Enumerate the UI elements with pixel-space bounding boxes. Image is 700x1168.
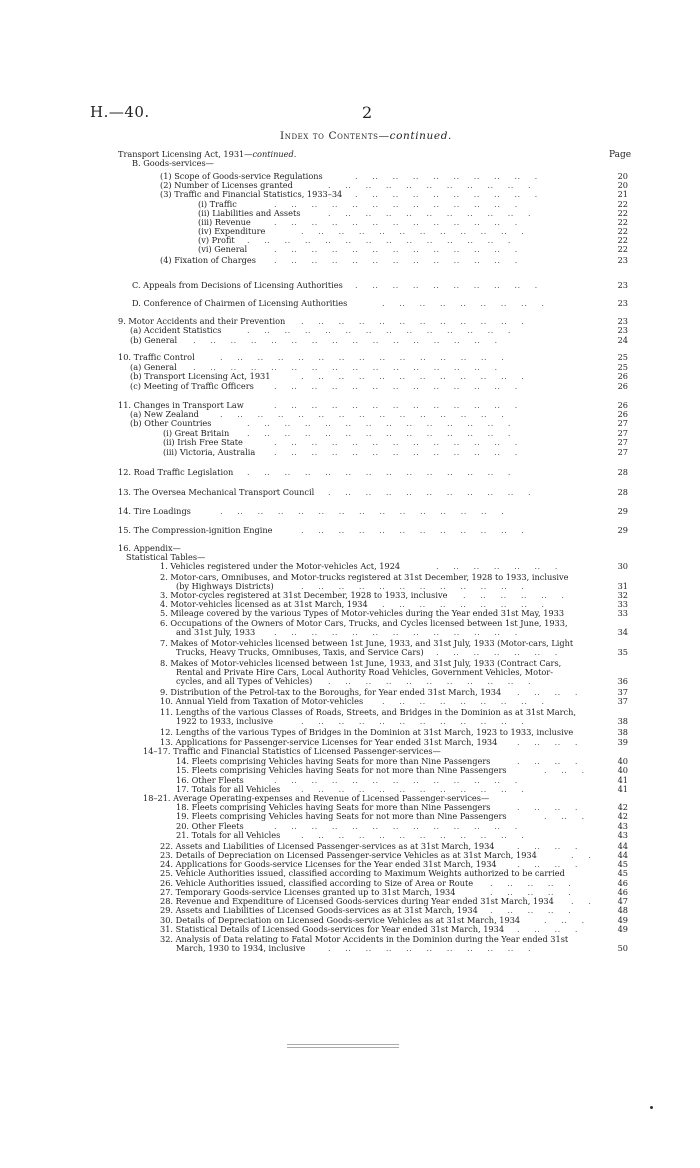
index-entry (0, 486, 700, 498)
entry-title: (iv) Expenditure (198, 226, 266, 236)
entry-title: (b) General (130, 335, 178, 345)
entry-title: (ii) Liabilities and Assets (198, 208, 301, 218)
entry-page-number: 22 (617, 208, 628, 218)
entry-title: B. Goods-services— (132, 158, 214, 168)
dot-leader: . .. .. .. .. .. .. .. .. .. .. .. .. . (247, 235, 512, 245)
dot-leader: . .. .. .. .. .. .. .. .. .. .. .. .. .. . (220, 409, 505, 419)
report-code: H.—40. (90, 103, 150, 121)
dot-leader: . .. .. .. .. .. .. .. .. .. .. . (301, 716, 525, 726)
entry-title: 11. Lengths of the various Classes of Roads, Streets, and Bridges in the Dominion as at 31st March, (160, 707, 576, 717)
entry-page-number: 47 (617, 896, 628, 906)
entry-title: 24. Applications for Goods-service Licenses for the Year ended 31st March, 1934 (160, 859, 497, 869)
dot-leader: . .. .. .. .. .. .. .. .. .. .. .. .. .. . (220, 506, 505, 516)
dot-leader: . .. . (544, 915, 585, 925)
entry-title: 3. Motor-cycles registered at 31st December, 1928 to 1933, inclusive (160, 590, 448, 600)
dot-leader: . .. .. . (517, 687, 578, 697)
entry-title: 15. The Compression-ignition Engine (118, 525, 273, 535)
index-entry (0, 942, 700, 954)
entry-page-number: 46 (617, 878, 628, 888)
dot-leader: . .. .. .. .. . (463, 590, 565, 600)
dot-leader: . .. .. .. .. .. .. .. .. .. .. .. .. . (247, 325, 512, 335)
entry-page-number: 21 (617, 189, 628, 199)
dot-leader: . .. .. . (517, 859, 578, 869)
index-title (280, 130, 452, 142)
dot-leader: . .. .. .. .. .. .. .. .. .. .. .. . (274, 255, 518, 265)
entry-page-number: 30 (617, 561, 628, 571)
entry-page-number: 27 (617, 437, 628, 447)
entry-title: (a) New Zealand (130, 409, 199, 419)
entry-title: (a) General (130, 362, 177, 372)
dot-leader: . .. .. .. .. .. .. .. .. .. .. .. . (274, 217, 518, 227)
dot-leader: . .. .. .. .. .. .. .. .. .. .. . (301, 830, 525, 840)
dot-leader: . .. .. .. .. .. .. .. .. .. .. . (301, 371, 525, 381)
entry-page-number: 23 (617, 280, 628, 290)
entry-page-number: 41 (617, 784, 628, 794)
entry-title: (by Highways Districts) (176, 581, 274, 591)
entry-title: (1) Scope of Goods-service Regulations (160, 171, 323, 181)
dot-leader: . .. .. .. .. .. .. .. .. . (355, 189, 538, 199)
entry-title: Statistical Tables— (126, 552, 206, 562)
entry-page-number: 36 (617, 676, 628, 686)
entry-title: cycles, and all Types of Vehicles) (176, 676, 313, 686)
dot-leader: . .. .. .. . (490, 878, 572, 888)
entry-title: 21. Totals for all Vehicles (176, 830, 281, 840)
index-entry (0, 297, 700, 309)
dot-leader: . .. .. . (517, 802, 578, 812)
entry-page-number: 44 (617, 841, 628, 851)
dot-leader: . .. .. .. . (490, 905, 572, 915)
entry-page-number: 22 (617, 235, 628, 245)
entry-title: 14. Fleets comprising Vehicles having Seats for more than Nine Passengers (176, 756, 491, 766)
entry-page-number: 37 (617, 687, 628, 697)
entry-page-number: 45 (617, 859, 628, 869)
entry-page-number: 29 (617, 525, 628, 535)
entry-title: 5. Mileage covered by the various Types of Motor-vehicles during the Year ended 31st May, 1933 (160, 608, 565, 618)
entry-page-number: 31 (617, 581, 628, 591)
entry-page-number: 49 (617, 924, 628, 934)
entry-title: 27. Temporary Goods-service Licenses granted up to 31st March, 1934 (160, 887, 456, 897)
entry-page-number: 27 (617, 428, 628, 438)
print-mark (650, 1106, 653, 1109)
entry-title: 23. Details of Depreciation on Licensed Passenger-service Vehicles as at 31st March, 1934 (160, 850, 537, 860)
entry-title: 16. Appendix— (118, 543, 181, 553)
index-entry (0, 524, 700, 536)
dot-leader: . .. .. .. .. .. .. .. .. .. .. .. .. . (247, 467, 512, 477)
index-entry (0, 254, 700, 266)
entry-page-number: 27 (617, 418, 628, 428)
dot-leader: . .. .. .. .. .. .. .. .. . (355, 280, 538, 290)
entry-title: (2) Number of Licenses granted (160, 180, 293, 190)
dot-leader: . .. .. .. .. .. .. .. .. .. .. .. . (274, 447, 518, 457)
entry-title: 8. Makes of Motor-vehicles licensed between 1st June, 1933, and 31st July, 1933 (Contract Cars, (160, 658, 562, 668)
entry-page-number: 45 (617, 868, 628, 878)
entry-title: 9. Motor Accidents and their Prevention (118, 316, 286, 326)
entry-page-number: 42 (617, 802, 628, 812)
entry-page-number: 26 (617, 381, 628, 391)
entry-page-number: 28 (617, 467, 628, 477)
entry-title: (c) Meeting of Traffic Officers (130, 381, 254, 391)
dot-leader: . .. .. . (517, 737, 578, 747)
entry-page-number: 43 (617, 830, 628, 840)
dot-leader: . .. .. .. .. .. .. .. .. .. .. .. .. . (247, 418, 512, 428)
dot-leader: . .. .. .. .. .. .. .. .. .. .. .. . (274, 199, 518, 209)
index-entry (0, 446, 700, 458)
entry-page-number: 20 (617, 171, 628, 181)
dot-leader: . .. .. .. .. .. .. .. .. .. . (328, 208, 532, 218)
page-column-heading: Page (609, 150, 632, 160)
dot-leader: . .. . (544, 765, 585, 775)
entry-title: Transport Licensing Act, 1931—continued. (118, 149, 297, 159)
entry-page-number: 38 (617, 727, 628, 737)
entry-page-number: 46 (617, 887, 628, 897)
entry-title: C. Appeals from Decisions of Licensing Authorities (132, 280, 343, 290)
entry-page-number: 25 (617, 362, 628, 372)
index-title-text: Index to Contents (280, 130, 379, 142)
index-entry (0, 279, 700, 291)
entry-title: 31. Statistical Details of Licensed Goods-services for Year ended 31st March, 1934 (160, 924, 505, 934)
entry-page-number: 23 (617, 325, 628, 335)
entry-page-number: 34 (617, 627, 628, 637)
dot-leader: . .. .. .. .. .. .. .. .. .. .. .. . (274, 437, 518, 447)
entry-page-number: 28 (617, 487, 628, 497)
entry-title: March, 1930 to 1934, inclusive (176, 943, 306, 953)
entry-page-number: 26 (617, 371, 628, 381)
entry-title: 26. Vehicle Authorities issued, classified according to Size of Area or Route (160, 878, 474, 888)
entry-page-number: 26 (617, 400, 628, 410)
entry-title: 1922 to 1933, inclusive (176, 716, 273, 726)
entry-title: 20. Other Fleets (176, 821, 244, 831)
dot-leader: . .. .. .. . (490, 887, 572, 897)
entry-title: 30. Details of Depreciation on Licensed Goods-service Vehicles as at 31st March, 1934 (160, 915, 521, 925)
dot-leader: . .. .. . (517, 756, 578, 766)
entry-title: (i) Great Britain (163, 428, 230, 438)
dot-leader: . .. .. .. .. .. .. .. . (382, 696, 545, 706)
entry-page-number: 26 (617, 409, 628, 419)
closing-rule (287, 1047, 399, 1048)
dot-leader: . .. .. .. .. .. .. .. .. .. .. .. . (274, 821, 518, 831)
dot-leader: . .. .. .. .. .. .. .. .. .. .. .. .. .. . (220, 352, 505, 362)
entry-page-number: 38 (617, 716, 628, 726)
dot-leader: . .. .. .. .. .. .. .. .. . (355, 171, 538, 181)
dot-leader: . .. .. .. .. .. . (436, 561, 558, 571)
entry-page-number: 22 (617, 199, 628, 209)
dot-leader: . .. .. .. .. .. .. .. .. .. .. . (301, 226, 525, 236)
entry-title: 18. Fleets comprising Vehicles having Seats for more than Nine Passengers (176, 802, 491, 812)
entry-title: 9. Distribution of the Petrol-tax to the Boroughs, for Year ended 31st March, 1934 (160, 687, 502, 697)
dot-leader: . .. .. . (517, 924, 578, 934)
dot-leader: . .. .. .. .. .. .. .. . (382, 599, 545, 609)
entry-title: 6. Occupations of the Owners of Motor Cars, Trucks, and Cycles licensed between 1st June, 1933, (160, 618, 568, 628)
entry-title: 32. Analysis of Data relating to Fatal Motor Accidents in the Dominion during the Year ended 31st (160, 934, 569, 944)
entry-title: 22. Assets and Liabilities of Licensed Passenger-services as at 31st March, 1934 (160, 841, 495, 851)
entry-page-number: 49 (617, 915, 628, 925)
entry-title: 16. Other Fleets (176, 775, 244, 785)
entry-page-number: 37 (617, 696, 628, 706)
entry-title: 19. Fleets comprising Vehicles having Seats for not more than Nine Passengers (176, 811, 507, 821)
entry-page-number: 40 (617, 756, 628, 766)
entry-page-number: 25 (617, 352, 628, 362)
entry-page-number: 39 (617, 737, 628, 747)
dot-leader: . .. .. .. .. .. .. .. .. .. .. .. . (274, 400, 518, 410)
entry-page-number: 41 (617, 775, 628, 785)
dot-leader: . .. .. .. .. .. .. .. . (382, 298, 545, 308)
dot-leader: . .. .. .. .. .. . (436, 647, 558, 657)
entry-title: 25. Vehicle Authorities issued, classified according to Maximum Weights authorized to be carried (160, 868, 565, 878)
dot-leader: . . (571, 896, 592, 906)
dot-leader: . .. .. .. .. .. .. .. .. .. . (328, 676, 532, 686)
entry-title: 14. Tire Loadings (118, 506, 191, 516)
entry-page-number: 22 (617, 226, 628, 236)
dot-leader: . .. .. .. .. .. .. .. .. .. . (328, 180, 532, 190)
entry-page-number: 44 (617, 850, 628, 860)
entry-page-number: 24 (617, 335, 628, 345)
entry-title: (iii) Revenue (198, 217, 251, 227)
entry-title: 29. Assets and Liabilities of Licensed Goods-services as at 31st March, 1934 (160, 905, 478, 915)
dot-leader: . .. .. .. .. .. .. .. .. .. . (328, 943, 532, 953)
dot-leader: . .. .. .. .. .. .. .. .. .. .. .. . (274, 244, 518, 254)
entry-title: 2. Motor-cars, Omnibuses, and Motor-trucks registered at 31st December, 1928 to 1933, inclusive (160, 572, 569, 582)
entry-title: 18–21. Average Operating-expenses and Revenue of Licensed Passenger-services— (143, 793, 490, 803)
index-entry (0, 157, 700, 169)
index-entry (0, 380, 700, 392)
entry-page-number: 22 (617, 244, 628, 254)
dot-leader: . .. .. .. .. .. .. .. .. .. .. . (301, 316, 525, 326)
entry-title: Rental and Private Hire Cars, Local Authority Road Vehicles, Government Vehicles, Motor- (176, 667, 553, 677)
dot-leader: . . (571, 850, 592, 860)
entry-page-number: 22 (617, 217, 628, 227)
entry-title: (iii) Victoria, Australia (163, 447, 256, 457)
entry-title: Trucks, Heavy Trucks, Omnibuses, Taxis, and Service Cars) (176, 647, 424, 657)
entry-title: D. Conference of Chairmen of Licensing Authorities (132, 298, 348, 308)
entry-page-number: 33 (617, 599, 628, 609)
entry-title: 14–17. Traffic and Financial Statistics of Licensed Passenger-services— (143, 746, 441, 756)
entry-title: (v) Profit (198, 235, 235, 245)
dot-leader: . .. .. .. .. .. .. .. .. .. .. .. . (274, 627, 518, 637)
entry-page-number: 43 (617, 821, 628, 831)
dot-leader: . .. .. . (517, 841, 578, 851)
closing-rule (287, 1044, 399, 1045)
entry-title: 13. The Oversea Mechanical Transport Council (118, 487, 315, 497)
entry-title: (4) Fixation of Charges (160, 255, 256, 265)
entry-title: 11. Changes in Transport Law (118, 400, 244, 410)
entry-title: 17. Totals for all Vehicles (176, 784, 281, 794)
index-entry (0, 466, 700, 478)
entry-title: (i) Traffic (198, 199, 237, 209)
entry-page-number: 42 (617, 811, 628, 821)
entry-title: 13. Applications for Passenger-service Licenses for Year ended 31st March, 1934 (160, 737, 498, 747)
entry-title: 7. Makes of Motor-vehicles licensed between 1st June, 1933, and 31st July, 1933 (Motor-cars, Light (160, 638, 574, 648)
dot-leader: . .. .. .. .. .. .. .. .. .. .. .. . (274, 381, 518, 391)
index-title-suffix: —continued. (378, 130, 452, 142)
entry-page-number: 23 (617, 255, 628, 265)
dot-leader: . .. .. .. .. .. .. .. .. .. .. .. .. .. .. . (193, 335, 498, 345)
entry-page-number: 29 (617, 506, 628, 516)
entry-title: 1. Vehicles registered under the Motor-vehicles Act, 1924 (160, 561, 401, 571)
entry-page-number: 50 (617, 943, 628, 953)
dot-leader: . .. .. .. .. .. .. .. .. .. .. . (301, 581, 525, 591)
entry-title: (b) Transport Licensing Act, 1931 (130, 371, 271, 381)
dot-leader: . .. .. .. .. .. .. .. .. .. .. .. .. .. .. . (193, 362, 498, 372)
entry-title: 10. Traffic Control (118, 352, 195, 362)
entry-title: (3) Traffic and Financial Statistics, 1933–34 (160, 189, 343, 199)
entry-page-number: 48 (617, 905, 628, 915)
entry-title: 10. Annual Yield from Taxation of Motor-vehicles (160, 696, 364, 706)
page-number: 2 (362, 103, 373, 122)
entry-title: 12. Road Traffic Legislation (118, 467, 234, 477)
entry-page-number: 32 (617, 590, 628, 600)
entry-page-number: 27 (617, 447, 628, 457)
entry-title: 12. Lengths of the various Types of Bridges in the Dominion at 31st March, 1923 to 1933, inclusive (160, 727, 574, 737)
entry-page-number: 23 (617, 316, 628, 326)
entry-title: (b) Other Countries (130, 418, 212, 428)
entry-page-number: 33 (617, 608, 628, 618)
entry-page-number: 40 (617, 765, 628, 775)
index-entry (0, 505, 700, 517)
dot-leader: . .. .. .. .. .. .. .. .. .. .. .. . (274, 775, 518, 785)
entry-page-number: 23 (617, 298, 628, 308)
entry-page-number: 35 (617, 647, 628, 657)
entry-title: 15. Fleets comprising Vehicles having Seats for not more than Nine Passengers (176, 765, 507, 775)
dot-leader: . .. .. .. .. .. .. .. .. .. .. . (301, 525, 525, 535)
entry-title: (a) Accident Statistics (130, 325, 222, 335)
dot-leader: . .. .. .. .. .. .. .. .. .. .. .. .. . (247, 428, 512, 438)
index-entry (0, 334, 700, 346)
entry-title: (ii) Irish Free State (163, 437, 243, 447)
dot-leader: . .. .. .. .. .. .. .. .. .. . (328, 487, 532, 497)
entry-title: (vi) General (198, 244, 248, 254)
dot-leader: . .. . (544, 811, 585, 821)
entry-page-number: 20 (617, 180, 628, 190)
entry-title: and 31st July, 1933 (176, 627, 256, 637)
dot-leader: . .. .. .. .. .. .. .. .. .. .. . (301, 784, 525, 794)
entry-title: 4. Motor-vehicles licensed as at 31st March, 1934 (160, 599, 368, 609)
entry-title: 28. Revenue and Expenditure of Licensed Goods-services during Year ended 31st March, 1934 (160, 896, 554, 906)
